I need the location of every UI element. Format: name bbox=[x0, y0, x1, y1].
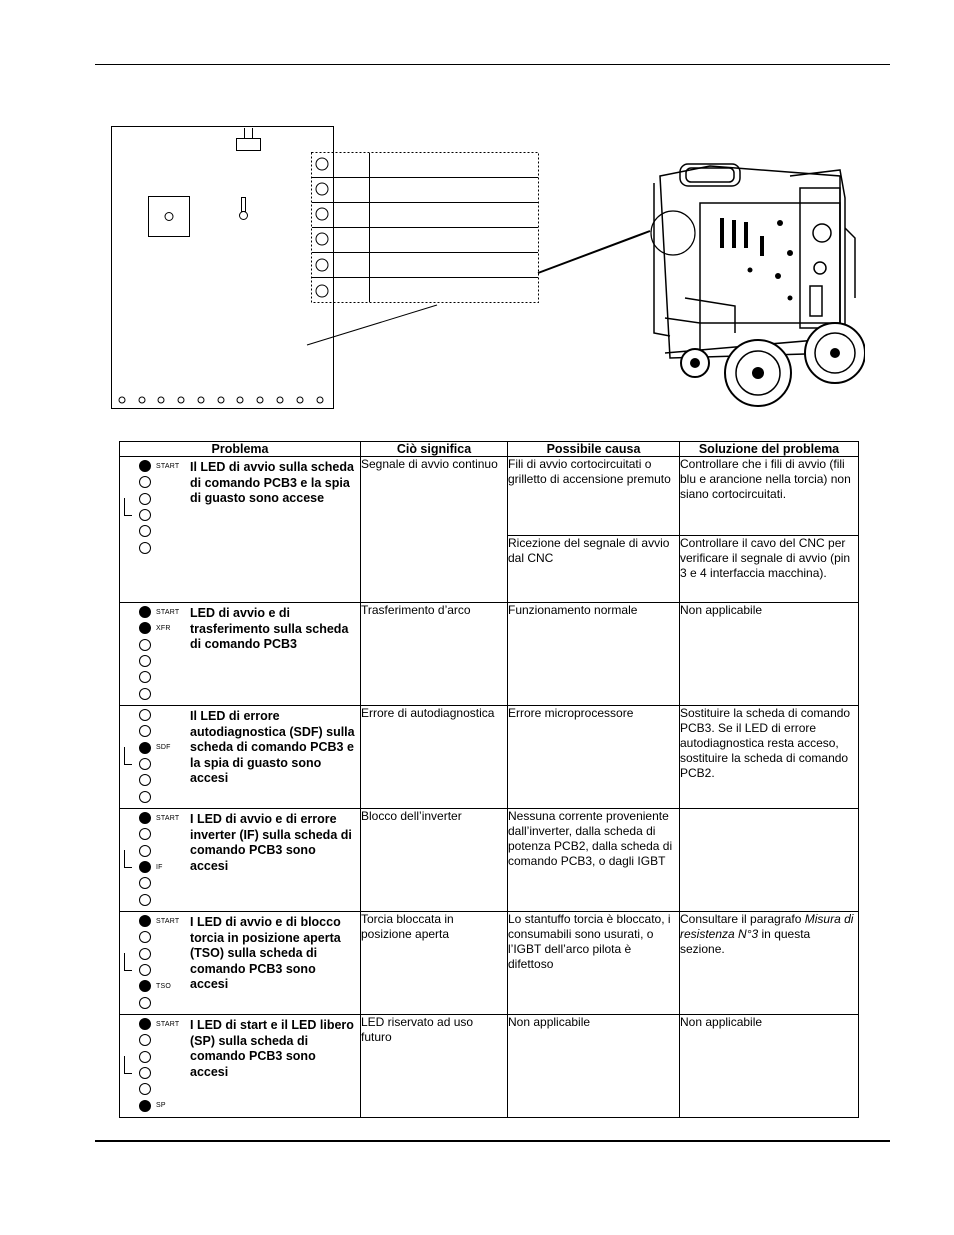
led-off-icon bbox=[139, 476, 151, 488]
led-label: TSO bbox=[156, 982, 171, 990]
plasma-cutter-illustration bbox=[640, 158, 865, 413]
led-off-icon bbox=[139, 542, 151, 554]
cause-cell: Errore microprocessore bbox=[508, 706, 680, 809]
led-lit-icon bbox=[139, 915, 151, 927]
led-off-icon bbox=[139, 894, 151, 906]
led-indicator bbox=[139, 539, 179, 555]
led-lit-icon bbox=[139, 622, 151, 634]
led-indicator bbox=[139, 507, 179, 523]
problem-text: Il LED di avvio sulla scheda di comando PCB3 e la spia di guasto sono accese bbox=[190, 460, 354, 505]
cause-cell: Nessuna corrente proveniente dall’inverter, dalla scheda di potenza PCB2, dalla scheda di comando PCB3, o dagli IGBT bbox=[508, 809, 680, 912]
magnified-area-ring bbox=[651, 211, 695, 255]
led-indicator bbox=[139, 637, 179, 653]
led-lit-icon bbox=[139, 1018, 151, 1030]
led-lit-icon bbox=[139, 606, 151, 618]
meaning-cell: Segnale di avvio continuo bbox=[361, 457, 508, 603]
led-indicator bbox=[139, 978, 179, 994]
col-header-soluzione: Soluzione del problema bbox=[680, 442, 859, 457]
led-off-icon bbox=[139, 964, 151, 976]
solution-cell: Non applicabile bbox=[680, 1015, 859, 1118]
led-off-icon bbox=[139, 931, 151, 943]
led-indicator bbox=[139, 859, 179, 875]
problem-cell bbox=[120, 603, 361, 706]
led-lit-icon bbox=[139, 742, 151, 754]
led-label: START bbox=[156, 462, 180, 470]
solution-cell: Controllare il cavo del CNC per verificare il segnale di avvio (pin 3 e 4 interfaccia macchina). bbox=[680, 536, 859, 603]
table-row bbox=[120, 603, 859, 706]
col-header-significa: Ciò significa bbox=[361, 442, 508, 457]
led-label: START bbox=[156, 917, 180, 925]
led-indicator bbox=[139, 994, 179, 1010]
problem-text: I LED di avvio e di blocco torcia in posizione aperta (TSO) sulla scheda di comando PCB3 sono accesi bbox=[190, 915, 341, 991]
led-indicator bbox=[139, 1032, 179, 1048]
meaning-cell: Trasferimento d’arco bbox=[361, 603, 508, 706]
led-off-icon bbox=[139, 1034, 151, 1046]
fault-indicator-bracket bbox=[124, 1056, 132, 1074]
led-indicator bbox=[139, 474, 179, 490]
pcb3-board-diagram bbox=[105, 120, 545, 415]
led-indicator bbox=[139, 772, 171, 788]
cause-cell: Lo stantuffo torcia è bloccato, i consumabili sono usurati, o l’IGBT dell’arco pilota è difettoso bbox=[508, 912, 680, 1015]
solution-text: in questa sezione. bbox=[680, 927, 811, 956]
led-indicator bbox=[139, 1065, 179, 1081]
callout-led bbox=[316, 259, 328, 271]
led-indicator bbox=[139, 1081, 179, 1097]
led-off-icon bbox=[139, 774, 151, 786]
problem-cell bbox=[120, 809, 361, 912]
led-lit-icon bbox=[139, 812, 151, 824]
led-label: START bbox=[156, 1020, 180, 1028]
led-label: SDF bbox=[156, 744, 171, 752]
problem-cell bbox=[120, 912, 361, 1015]
problem-text: Il LED di errore autodiagnostica (SDF) sulla scheda di comando PCB3 e la spia di guasto sono accesi bbox=[190, 709, 355, 785]
solution-cell bbox=[680, 912, 859, 1015]
fault-indicator-bracket bbox=[124, 498, 132, 516]
led-off-icon bbox=[139, 1083, 151, 1095]
led-off-icon bbox=[139, 509, 151, 521]
led-indicator bbox=[139, 604, 179, 620]
table-header-row bbox=[120, 442, 859, 457]
callout-led bbox=[316, 208, 328, 220]
problem-cell bbox=[120, 1015, 361, 1118]
led-indicator bbox=[139, 1097, 179, 1113]
problem-text: I LED di start e il LED libero (SP) sulla scheda di comando PCB3 sono accesi bbox=[190, 1018, 354, 1079]
cross-reference-link: Misura di resistenza N°3 bbox=[680, 912, 854, 941]
solution-cell: Non applicabile bbox=[680, 603, 859, 706]
led-label: START bbox=[156, 814, 180, 822]
table-row bbox=[120, 457, 859, 536]
table-row bbox=[120, 1015, 859, 1118]
led-indicator bbox=[139, 929, 179, 945]
led-off-icon bbox=[139, 639, 151, 651]
led-off-icon bbox=[139, 877, 151, 889]
board-outline bbox=[112, 127, 334, 409]
led-off-icon bbox=[139, 671, 151, 683]
led-indicator bbox=[139, 1049, 179, 1065]
problem-text: LED di avvio e di trasferimento sulla scheda di comando PCB3 bbox=[190, 606, 349, 651]
board-chip bbox=[149, 197, 190, 237]
col-header-causa: Possibile causa bbox=[508, 442, 680, 457]
led-indicator bbox=[139, 962, 179, 978]
problem-cell bbox=[120, 457, 361, 603]
led-indicator-stack bbox=[139, 810, 179, 908]
led-indicator-stack bbox=[139, 604, 179, 702]
problem-text: I LED di avvio e di errore inverter (IF) sulla scheda di comando PCB3 sono accesi bbox=[190, 812, 352, 873]
led-off-icon bbox=[139, 758, 151, 770]
led-off-icon bbox=[139, 1067, 151, 1079]
callout-led bbox=[316, 158, 328, 170]
led-indicator bbox=[139, 723, 171, 739]
board-connector bbox=[237, 139, 261, 151]
led-indicator bbox=[139, 756, 171, 772]
led-indicator bbox=[139, 826, 179, 842]
board-component bbox=[242, 198, 246, 212]
led-indicator bbox=[139, 669, 179, 685]
footer-rule bbox=[95, 1140, 890, 1142]
led-lit-icon bbox=[139, 460, 151, 472]
fault-indicator-bracket bbox=[124, 747, 132, 765]
led-indicator bbox=[139, 740, 171, 756]
led-indicator bbox=[139, 707, 171, 723]
led-indicator-stack bbox=[139, 1016, 179, 1114]
callout-led bbox=[316, 285, 328, 297]
led-off-icon bbox=[139, 688, 151, 700]
led-off-icon bbox=[139, 1051, 151, 1063]
callout-led bbox=[316, 233, 328, 245]
led-off-icon bbox=[139, 655, 151, 667]
led-indicator bbox=[139, 620, 179, 636]
led-indicator bbox=[139, 913, 179, 929]
cause-cell: Fili di avvio cortocircuitati o grilletto di accensione premuto bbox=[508, 457, 680, 536]
led-lit-icon bbox=[139, 980, 151, 992]
led-indicator-stack bbox=[139, 458, 179, 556]
led-indicator bbox=[139, 653, 179, 669]
problem-cell bbox=[120, 706, 361, 809]
callout-leader bbox=[307, 305, 437, 345]
solution-text: Consultare il paragrafo bbox=[680, 912, 802, 926]
led-label: XFR bbox=[156, 624, 171, 632]
led-indicator bbox=[139, 685, 179, 701]
meaning-cell: Errore di autodiagnostica bbox=[361, 706, 508, 809]
led-indicator bbox=[139, 875, 179, 891]
machine-wheels bbox=[681, 323, 865, 406]
led-indicator bbox=[139, 523, 179, 539]
fault-indicator-bracket bbox=[124, 953, 132, 971]
led-indicator bbox=[139, 946, 179, 962]
solution-cell bbox=[680, 809, 859, 912]
table-row bbox=[120, 706, 859, 809]
led-indicator-stack bbox=[139, 707, 171, 805]
meaning-cell: LED riservato ad uso futuro bbox=[361, 1015, 508, 1118]
meaning-cell: Blocco dell’inverter bbox=[361, 809, 508, 912]
fault-indicator-bracket bbox=[124, 850, 132, 868]
led-indicator bbox=[139, 491, 179, 507]
led-indicator bbox=[139, 843, 179, 859]
led-indicator bbox=[139, 810, 179, 826]
board-pin-row bbox=[119, 397, 323, 403]
led-indicator bbox=[139, 788, 171, 804]
meaning-cell: Torcia bloccata in posizione aperta bbox=[361, 912, 508, 1015]
machine-leader-line bbox=[535, 225, 655, 280]
table-row bbox=[120, 912, 859, 1015]
led-indicator bbox=[139, 458, 179, 474]
led-off-icon bbox=[139, 493, 151, 505]
led-off-icon bbox=[139, 997, 151, 1009]
led-indicator bbox=[139, 891, 179, 907]
led-off-icon bbox=[139, 791, 151, 803]
led-off-icon bbox=[139, 828, 151, 840]
troubleshooting-table bbox=[119, 441, 859, 1118]
led-indicator bbox=[139, 1016, 179, 1032]
cause-cell: Non applicabile bbox=[508, 1015, 680, 1118]
led-label: START bbox=[156, 608, 180, 616]
cause-cell: Funzionamento normale bbox=[508, 603, 680, 706]
led-off-icon bbox=[139, 709, 151, 721]
led-off-icon bbox=[139, 525, 151, 537]
callout-led bbox=[316, 183, 328, 195]
led-lit-icon bbox=[139, 861, 151, 873]
led-label: SP bbox=[156, 1102, 166, 1110]
led-off-icon bbox=[139, 845, 151, 857]
solution-cell: Controllare che i fili di avvio (fili blu e arancione nella torcia) non siano cortocircuitati. bbox=[680, 457, 859, 536]
solution-cell: Sostituire la scheda di comando PCB3. Se il LED di errore autodiagnostica resta acceso, sostituire la scheda di comando PCB2. bbox=[680, 706, 859, 809]
cause-cell: Ricezione del segnale di avvio dal CNC bbox=[508, 536, 680, 603]
led-indicator-stack bbox=[139, 913, 179, 1011]
led-label: IF bbox=[156, 863, 163, 871]
led-off-icon bbox=[139, 725, 151, 737]
led-off-icon bbox=[139, 948, 151, 960]
table-row bbox=[120, 809, 859, 912]
led-lit-icon bbox=[139, 1100, 151, 1112]
col-header-problema: Problema bbox=[120, 442, 361, 457]
header-rule bbox=[95, 64, 890, 65]
